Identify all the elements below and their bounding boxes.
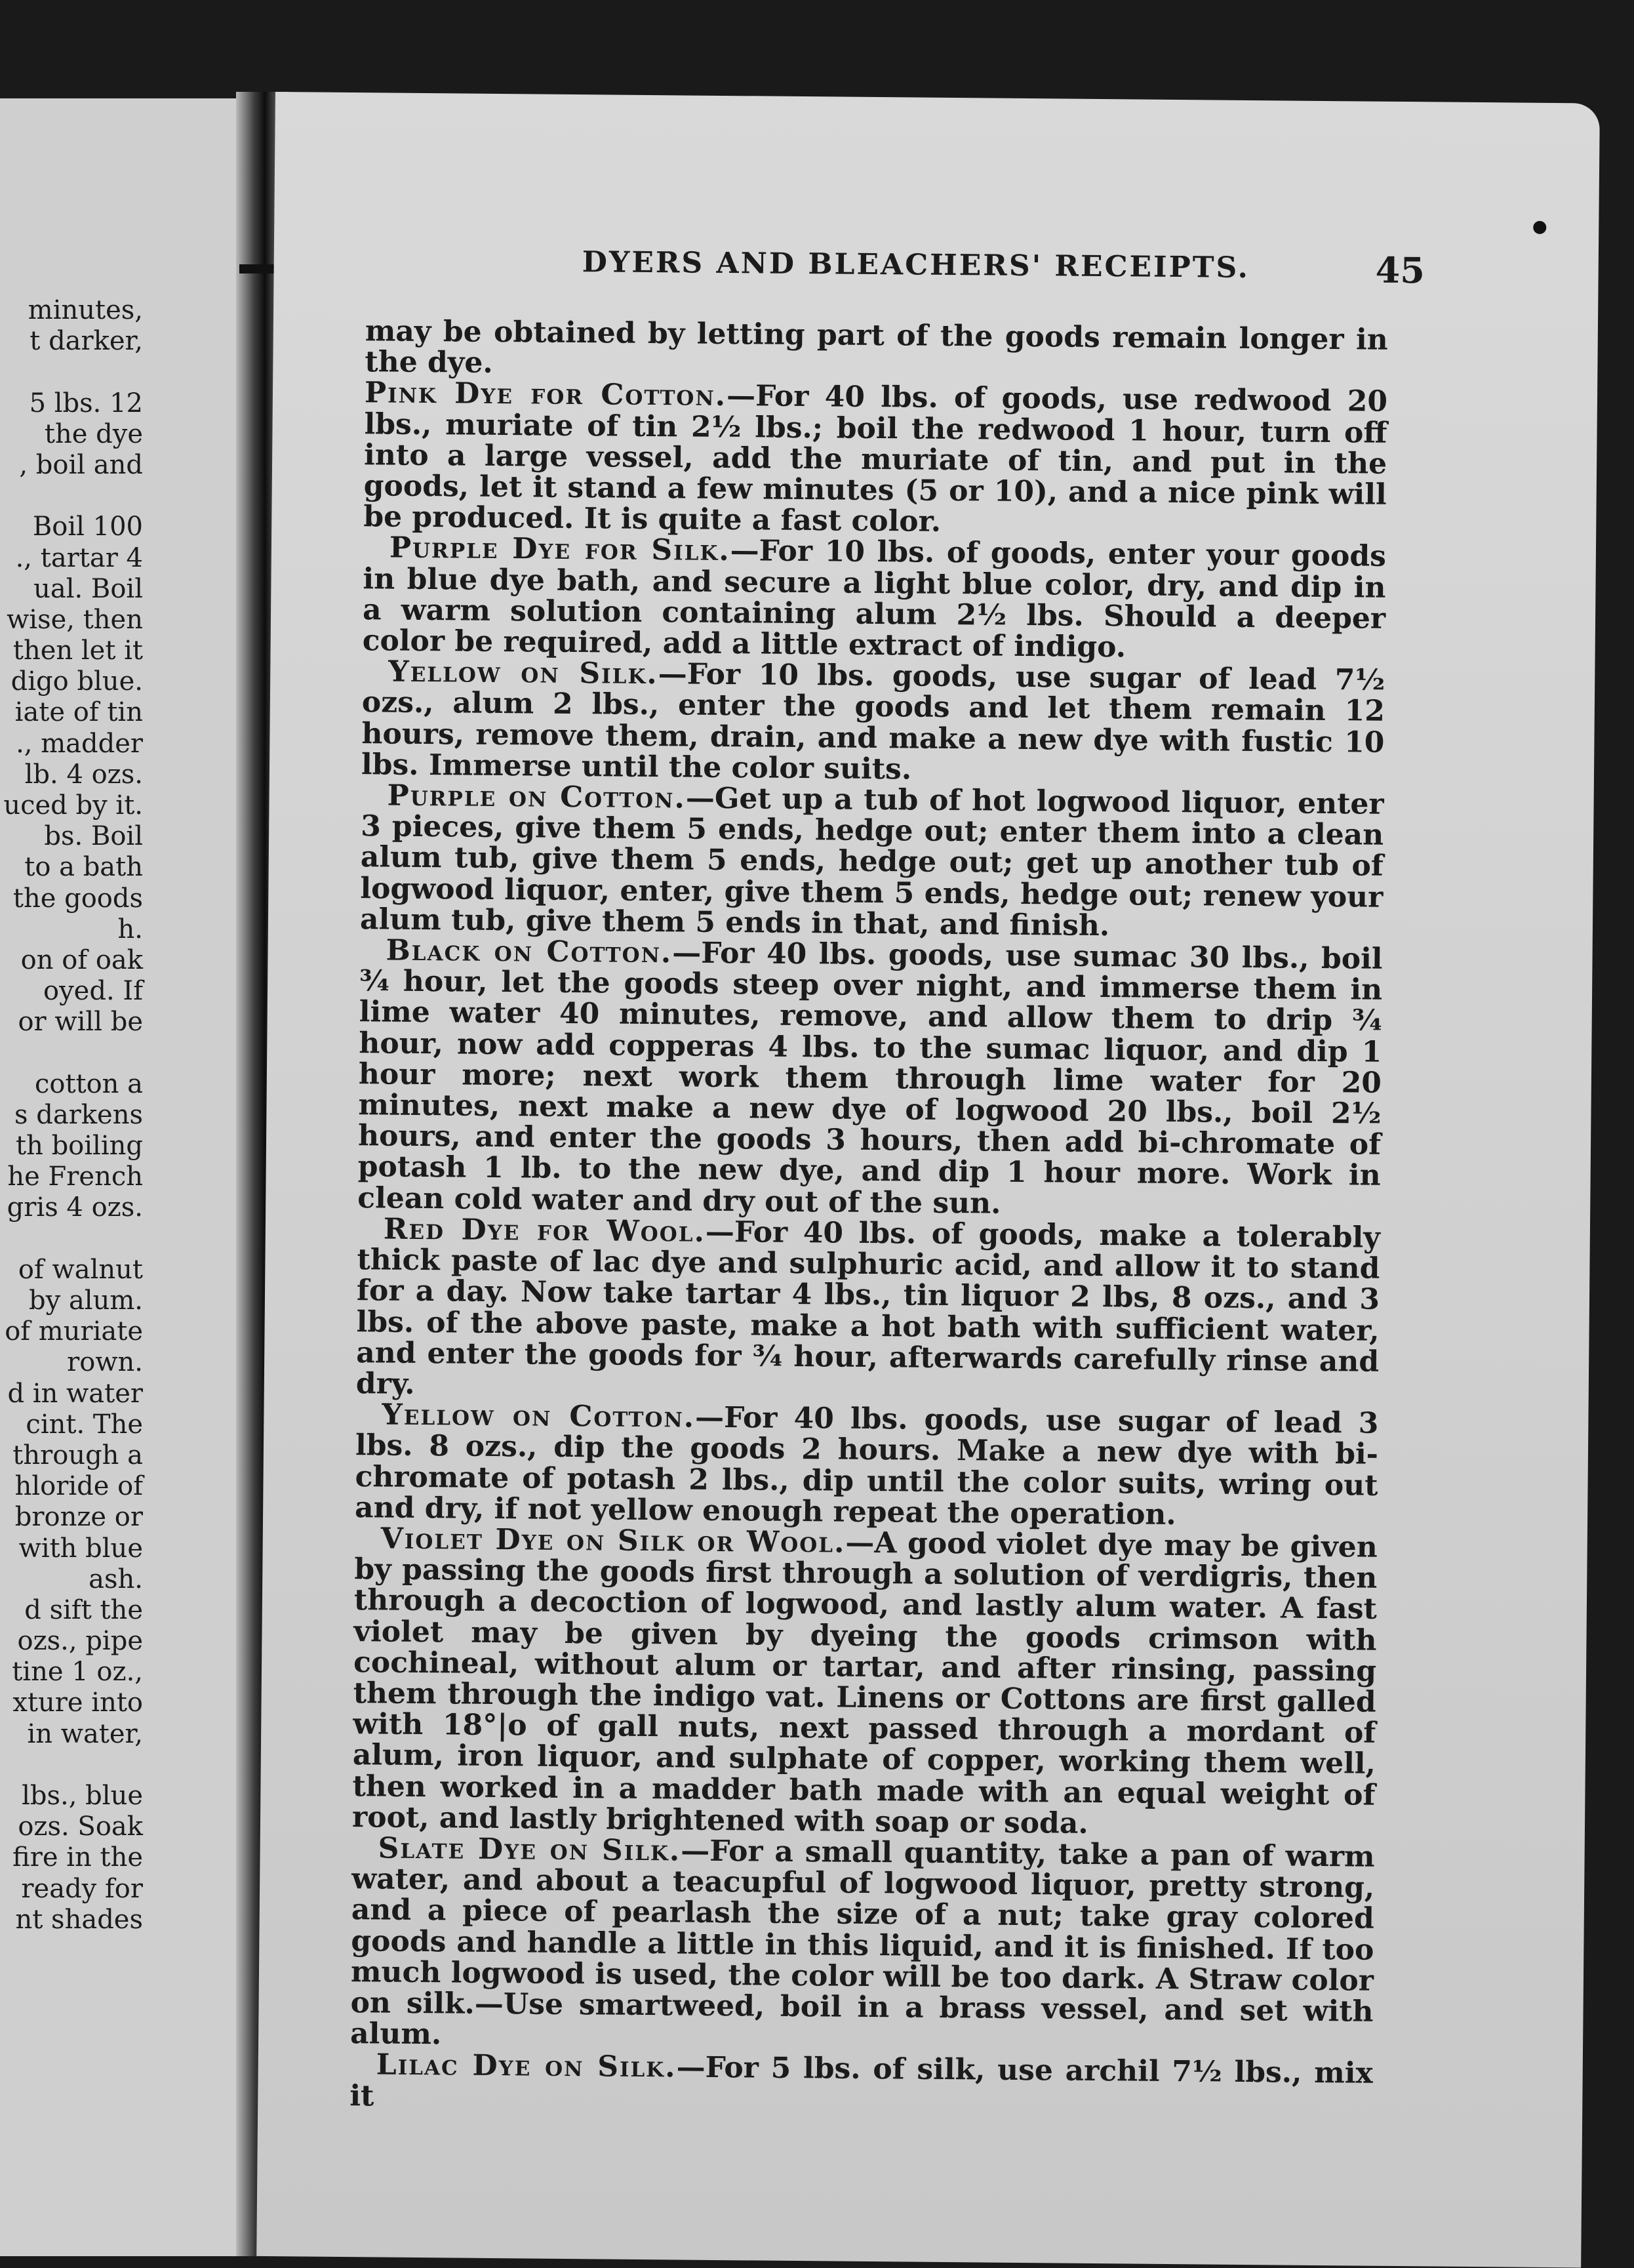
previous-page-line: ozs. Soak bbox=[18, 1812, 143, 1842]
previous-page-line: then let it bbox=[12, 636, 143, 666]
previous-page-line: hloride of bbox=[14, 1471, 143, 1502]
previous-page-line: th boiling bbox=[16, 1131, 143, 1162]
recipe-paragraph bbox=[356, 1213, 1380, 1408]
previous-page-line: ., madder bbox=[16, 728, 143, 759]
recipe-heading: Black on Cotton. bbox=[386, 933, 673, 970]
previous-page-line bbox=[0, 481, 143, 512]
recipe-text: —For 40 lbs. of goods, use redwood 20 lbs., muriate of tin 2½ lbs.; boil the redwood 1 hour, turn off into a large vessel, add the muriate of tin, and put in the goods, let it stand a few minutes (5 or 10), and a nice pink will be produced. It is quite a fast color. bbox=[363, 379, 1388, 539]
previous-page-text bbox=[0, 295, 143, 1935]
recipe-heading: Slate Dye on Silk. bbox=[378, 1831, 681, 1868]
recipe-heading: Red Dye for Wool. bbox=[383, 1212, 706, 1249]
previous-page-line: of muriate bbox=[5, 1316, 143, 1347]
previous-page-line: on of oak bbox=[20, 944, 143, 975]
previous-page-line: fire in the bbox=[12, 1842, 143, 1873]
recipe-text: —For 40 lbs. of goods, make a tolerably thick paste of lac dye and sulphuric acid, and allow it to stand for a day. Now take tartar 4 lbs., tin liquor 2 lbs, 8 ozs., and 3 lbs. of the above paste, make a hot bath with sufficient water, and enter the goods for ¾ hour, afterwards carefully rinse and dry. bbox=[355, 1215, 1381, 1401]
previous-page-line bbox=[0, 1038, 143, 1069]
recipe-text: —A good violet dye may be given by passing the goods first through a solution of verdigris, then through a decoction of logwood, and lastly alum water. A fast violet may be given by dyeing the goods crimson with cochineal, without alum or tartar, and after rinsing, passing them through the indigo vat. Linens or Cottons are first galled with 18°|o of gall nuts, next passed through a mordant of alum, iron liquor, and sulphate of copper, working them well, then worked in a madder bath made with an equal weight of root, and lastly brightened with soap or soda. bbox=[351, 1526, 1378, 1840]
recipe-paragraph bbox=[362, 533, 1386, 665]
recipe-heading: Purple on Cotton. bbox=[387, 779, 687, 815]
previous-page-line: , boil and bbox=[19, 449, 143, 480]
previous-page-line: the goods bbox=[12, 883, 143, 914]
previous-page-line: oyed. If bbox=[43, 976, 143, 1007]
previous-page-line: lbs., blue bbox=[22, 1781, 143, 1811]
recipe-text: —For 10 lbs. goods, use sugar of lead 7½ ozs., alum 2 lbs., enter the goods and let them remain 12 hours, remove them, drain, and make a new dye with fustic 10 lbs. Immerse until the color suits. bbox=[361, 657, 1385, 786]
previous-page-line bbox=[0, 357, 143, 388]
recipe-paragraph bbox=[357, 935, 1383, 1222]
previous-page-line: bronze or bbox=[14, 1502, 143, 1533]
previous-page-line: ozs., pipe bbox=[17, 1626, 143, 1657]
previous-page-line: s darkens bbox=[14, 1099, 143, 1130]
recipe-heading: Violet Dye on Silk or Wool. bbox=[380, 1522, 846, 1560]
recipe-paragraph bbox=[361, 656, 1385, 788]
previous-page-line: he French bbox=[7, 1162, 143, 1192]
previous-page-line: or will be bbox=[18, 1007, 143, 1038]
previous-page-line: d in water bbox=[7, 1378, 143, 1409]
previous-page-line: tine 1 oz., bbox=[12, 1657, 143, 1688]
previous-page-line: cint. The bbox=[26, 1409, 143, 1440]
recipe-heading: Yellow on Silk. bbox=[388, 655, 658, 691]
recipe-heading: Lilac Dye on Silk. bbox=[376, 2048, 677, 2084]
previous-page-line: Boil 100 bbox=[32, 512, 143, 542]
previous-page-line: bs. Boil bbox=[44, 821, 143, 852]
previous-page-line: minutes, bbox=[28, 295, 143, 325]
recipe-text: —For 5 lbs. of silk, use archil 7½ lbs., mix it bbox=[349, 2050, 1373, 2113]
recipe-paragraph bbox=[363, 378, 1387, 542]
previous-page-line: wise, then bbox=[7, 604, 143, 635]
paper-speck bbox=[1533, 221, 1546, 234]
recipe-text: —For 40 lbs. goods, use sumac 30 lbs., boil ¾ hour, let the goods steep over night, and immerse them in lime water 40 minutes, remove, and allow them to drip ¾ hour, now add copperas 4 lbs. to the sumac liquor, and dip 1 hour more; next work them through lime water for 20 minutes, next make a new dye of logwood 20 lbs., boil 2½ hours, and enter the goods 3 hours, then add bi-chromate of potash 1 lb. to the new dye, and dip 1 hour more. Work in clean cold water and dry out of the sun. bbox=[357, 936, 1383, 1221]
page-body bbox=[349, 315, 1388, 2120]
recipe-heading: Purple Dye for Silk. bbox=[389, 531, 730, 568]
previous-page-line: ready for bbox=[21, 1873, 143, 1904]
previous-page-line: ual. Boil bbox=[33, 573, 143, 604]
previous-page-line: h. bbox=[117, 914, 143, 944]
recipe-text: —Get up a tub of hot logwood liquor, enter 3 pieces, give them 5 ends, hedge out; enter them into a clean alum tub, give them 5 ends, hedge out; get up another tub of logwood liquor, enter, give them 5 ends, hedge out; renew your alum tub, give them 5 ends in that, and finish. bbox=[359, 781, 1384, 943]
recipe-paragraph bbox=[355, 1399, 1379, 1531]
previous-page-line bbox=[0, 1750, 143, 1781]
previous-page-line: digo blue. bbox=[10, 666, 143, 697]
recipe-paragraph bbox=[360, 780, 1384, 944]
previous-page-line: iate of tin bbox=[14, 697, 143, 728]
previous-page-line: of walnut bbox=[18, 1254, 143, 1285]
previous-page-line: by alum. bbox=[29, 1286, 143, 1316]
previous-page-line: xture into bbox=[12, 1688, 143, 1718]
recipe-heading: Yellow on Cotton. bbox=[382, 1398, 696, 1434]
previous-page-line: lb. 4 ozs. bbox=[24, 759, 143, 790]
recipe-list bbox=[349, 378, 1387, 2120]
previous-page-line: the dye bbox=[44, 418, 143, 449]
intro-paragraph: may be obtained by letting part of the goods remain longer in the dye. bbox=[365, 314, 1388, 380]
previous-page-line: to a bath bbox=[24, 852, 143, 883]
previous-page-line bbox=[0, 1224, 143, 1255]
previous-page-line: in water, bbox=[27, 1718, 143, 1749]
recipe-paragraph bbox=[352, 1523, 1378, 1842]
page bbox=[256, 92, 1600, 2268]
recipe-text: —For 10 lbs. of goods, enter your goods in blue dye bath, and secure a light blue color, dry, and dip in a warm solution containing alum 2½ lbs. Should a deeper color be required, add a little extract of indigo. bbox=[362, 534, 1387, 664]
previous-page-line: uced by it. bbox=[3, 790, 143, 820]
recipe-heading: Pink Dye for Cotton. bbox=[364, 376, 727, 413]
running-head: DYERS AND BLEACHERS' RECEIPTS. bbox=[582, 245, 1250, 285]
previous-page-line: gris 4 ozs. bbox=[7, 1192, 143, 1223]
previous-page-line: through a bbox=[12, 1440, 143, 1470]
previous-page-fragment bbox=[0, 98, 262, 2256]
page-number: 45 bbox=[1375, 249, 1425, 292]
recipe-text: —For a small quantity, take a pan of warm water, and about a teacupful of logwood liquor, pretty strong, and a piece of pearlash the size of a nut; take gray colored goods and handle a little in this liquid, and it is finished. If too much logwood is used, the color will be too dark. A Straw color on silk.—Use smartweed, boil in a brass vessel, and set with alum. bbox=[349, 1834, 1375, 2052]
previous-page-line: cotton a bbox=[34, 1068, 143, 1099]
previous-page-line: nt shades bbox=[15, 1904, 143, 1935]
recipe-paragraph bbox=[349, 2049, 1373, 2120]
previous-page-line: 5 lbs. 12 bbox=[29, 388, 143, 418]
previous-page-line: t darker, bbox=[30, 326, 143, 357]
previous-page-line: with blue bbox=[18, 1533, 143, 1564]
recipe-text: —For 40 lbs. goods, use sugar of lead 3 lbs. 8 ozs., dip the goods 2 hours. Make a new dye with bi-chromate of potash 2 lbs., dip until the color suits, wring out and dry, if not yellow enough repeat the operation. bbox=[354, 1400, 1379, 1531]
previous-page-line: ., tartar 4 bbox=[15, 542, 143, 573]
recipe-paragraph bbox=[350, 1833, 1375, 2058]
previous-page-line: ash. bbox=[89, 1564, 143, 1594]
previous-page-line: rown. bbox=[67, 1347, 143, 1378]
previous-page-line: d sift the bbox=[24, 1594, 143, 1625]
